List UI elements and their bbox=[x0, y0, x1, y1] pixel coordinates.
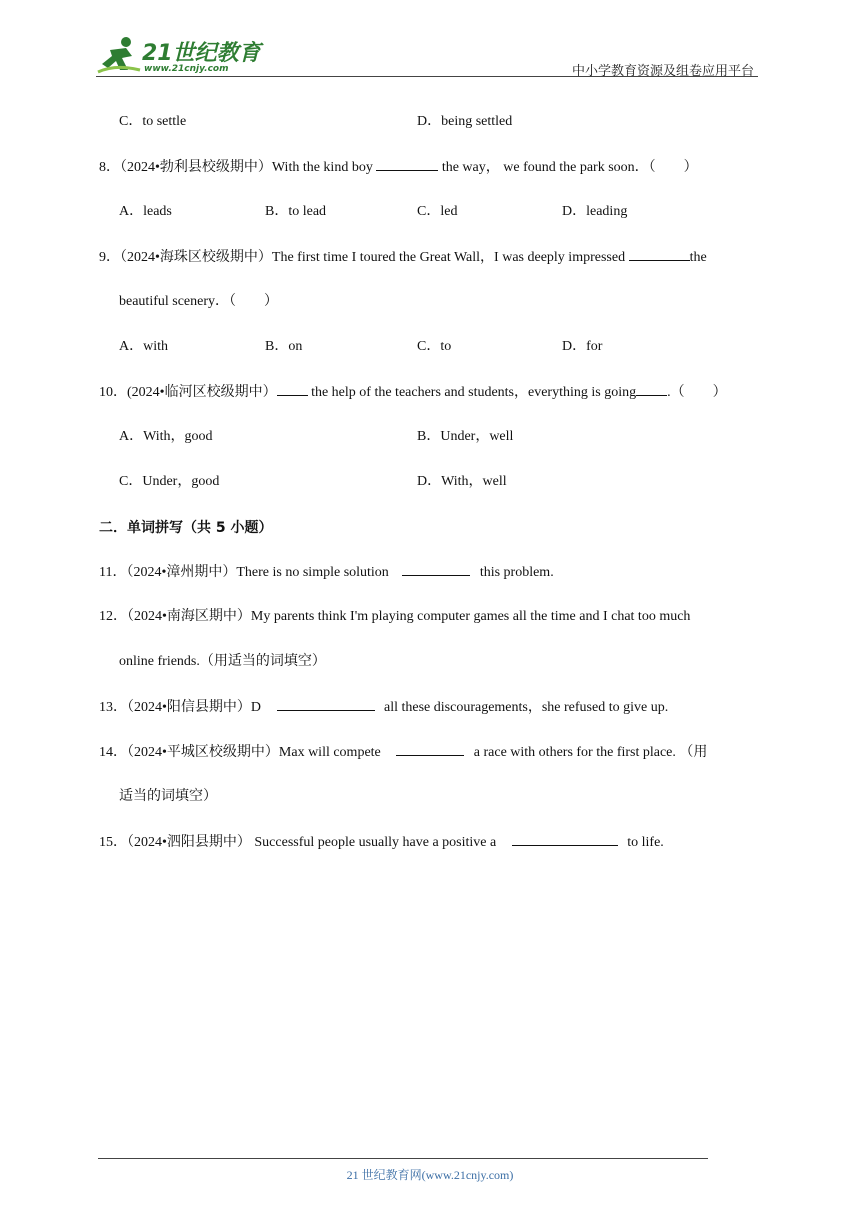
question-15 bbox=[99, 833, 664, 852]
logo-text: 21世纪教育 bbox=[142, 41, 261, 66]
header-platform-text: 中小学教育资源及组卷应用平台 bbox=[571, 64, 754, 79]
q13-text-end: all these discouragements，she refused to give up. bbox=[384, 700, 669, 715]
footer-divider bbox=[98, 1158, 708, 1159]
q9-option-a: A．with bbox=[119, 339, 168, 354]
section-2-heading: 二．单词拼写（共 5 小题） bbox=[99, 520, 273, 536]
page-header bbox=[96, 30, 758, 78]
q15-text-start: 15．（2024•泗阳县期中） Successful people usually have a positive a bbox=[99, 835, 497, 850]
question-14 bbox=[99, 743, 707, 762]
q14-blank[interactable] bbox=[396, 743, 464, 756]
question-11 bbox=[99, 563, 554, 582]
q11-blank[interactable] bbox=[402, 563, 470, 576]
site-logo[interactable] bbox=[96, 34, 266, 76]
header-divider bbox=[96, 76, 758, 77]
q8-option-b: B．to lead bbox=[265, 204, 327, 219]
q8-text-start: 8．（2024•勃利县校级期中）With the kind boy bbox=[99, 160, 377, 175]
q8-text-end: the way， we found the park soon．（ ） bbox=[438, 160, 698, 175]
q8-option-d: D．leading bbox=[562, 204, 628, 219]
q14-line-2: 适当的词填空） bbox=[119, 789, 217, 804]
q9-option-c: C．to bbox=[417, 339, 452, 354]
q13-blank[interactable] bbox=[277, 698, 375, 711]
q15-text-end: to life. bbox=[627, 835, 664, 850]
q10-text-start: 10．(2024•临河区校级期中） bbox=[99, 385, 277, 400]
q7-option-c: C．to settle bbox=[119, 114, 187, 129]
q9-option-d: D．for bbox=[562, 339, 603, 354]
q10-option-d: D．With，well bbox=[417, 474, 507, 489]
q10-option-c: C．Under，good bbox=[119, 474, 220, 489]
q14-text-end: a race with others for the first place. （用 bbox=[473, 745, 708, 760]
q11-text-start: 11．（2024•漳州期中）There is no simple solution bbox=[99, 565, 389, 580]
question-13 bbox=[99, 698, 668, 717]
q15-blank[interactable] bbox=[512, 833, 618, 846]
question-12: 12．（2024•南海区期中）My parents think I'm playing computer games all the time and I chat too much bbox=[99, 609, 691, 624]
runner-logo-icon bbox=[96, 34, 142, 76]
q12-line-2: online friends.（用适当的词填空） bbox=[119, 654, 326, 669]
q7-option-d: D．being settled bbox=[417, 114, 513, 129]
logo-url: www.21cnjy.com bbox=[144, 64, 229, 74]
question-10 bbox=[99, 383, 727, 402]
q13-text-start: 13．（2024•阳信县期中）D bbox=[99, 700, 262, 715]
q8-option-c: C．led bbox=[417, 204, 458, 219]
q9-option-b: B．on bbox=[265, 339, 303, 354]
q9-blank[interactable] bbox=[629, 248, 690, 261]
q10-text-mid: the help of the teachers and students，everything is going bbox=[307, 385, 637, 400]
q8-option-a: A．leads bbox=[119, 204, 172, 219]
q10-option-b: B．Under，well bbox=[417, 429, 514, 444]
q10-option-a: A．With，good bbox=[119, 429, 213, 444]
q10-blank-1[interactable] bbox=[277, 383, 308, 396]
question-8 bbox=[99, 158, 698, 177]
q9-text-start: 9．（2024•海珠区校级期中）The first time I toured the Great Wall，I was deeply impressed bbox=[99, 250, 629, 265]
q9-line-2: beautiful scenery．（ ） bbox=[119, 294, 279, 309]
q9-text-end: the bbox=[689, 250, 707, 265]
q10-text-end: .（ ） bbox=[667, 385, 727, 400]
footer-link[interactable]: 21 世纪教育网(www.21cnjy.com) bbox=[346, 1168, 514, 1182]
q14-text-start: 14．（2024•平城区校级期中）Max will compete bbox=[99, 745, 381, 760]
q10-blank-2[interactable] bbox=[636, 383, 667, 396]
q8-blank[interactable] bbox=[376, 158, 438, 171]
question-9 bbox=[99, 248, 707, 267]
q11-text-end: this problem. bbox=[479, 565, 554, 580]
